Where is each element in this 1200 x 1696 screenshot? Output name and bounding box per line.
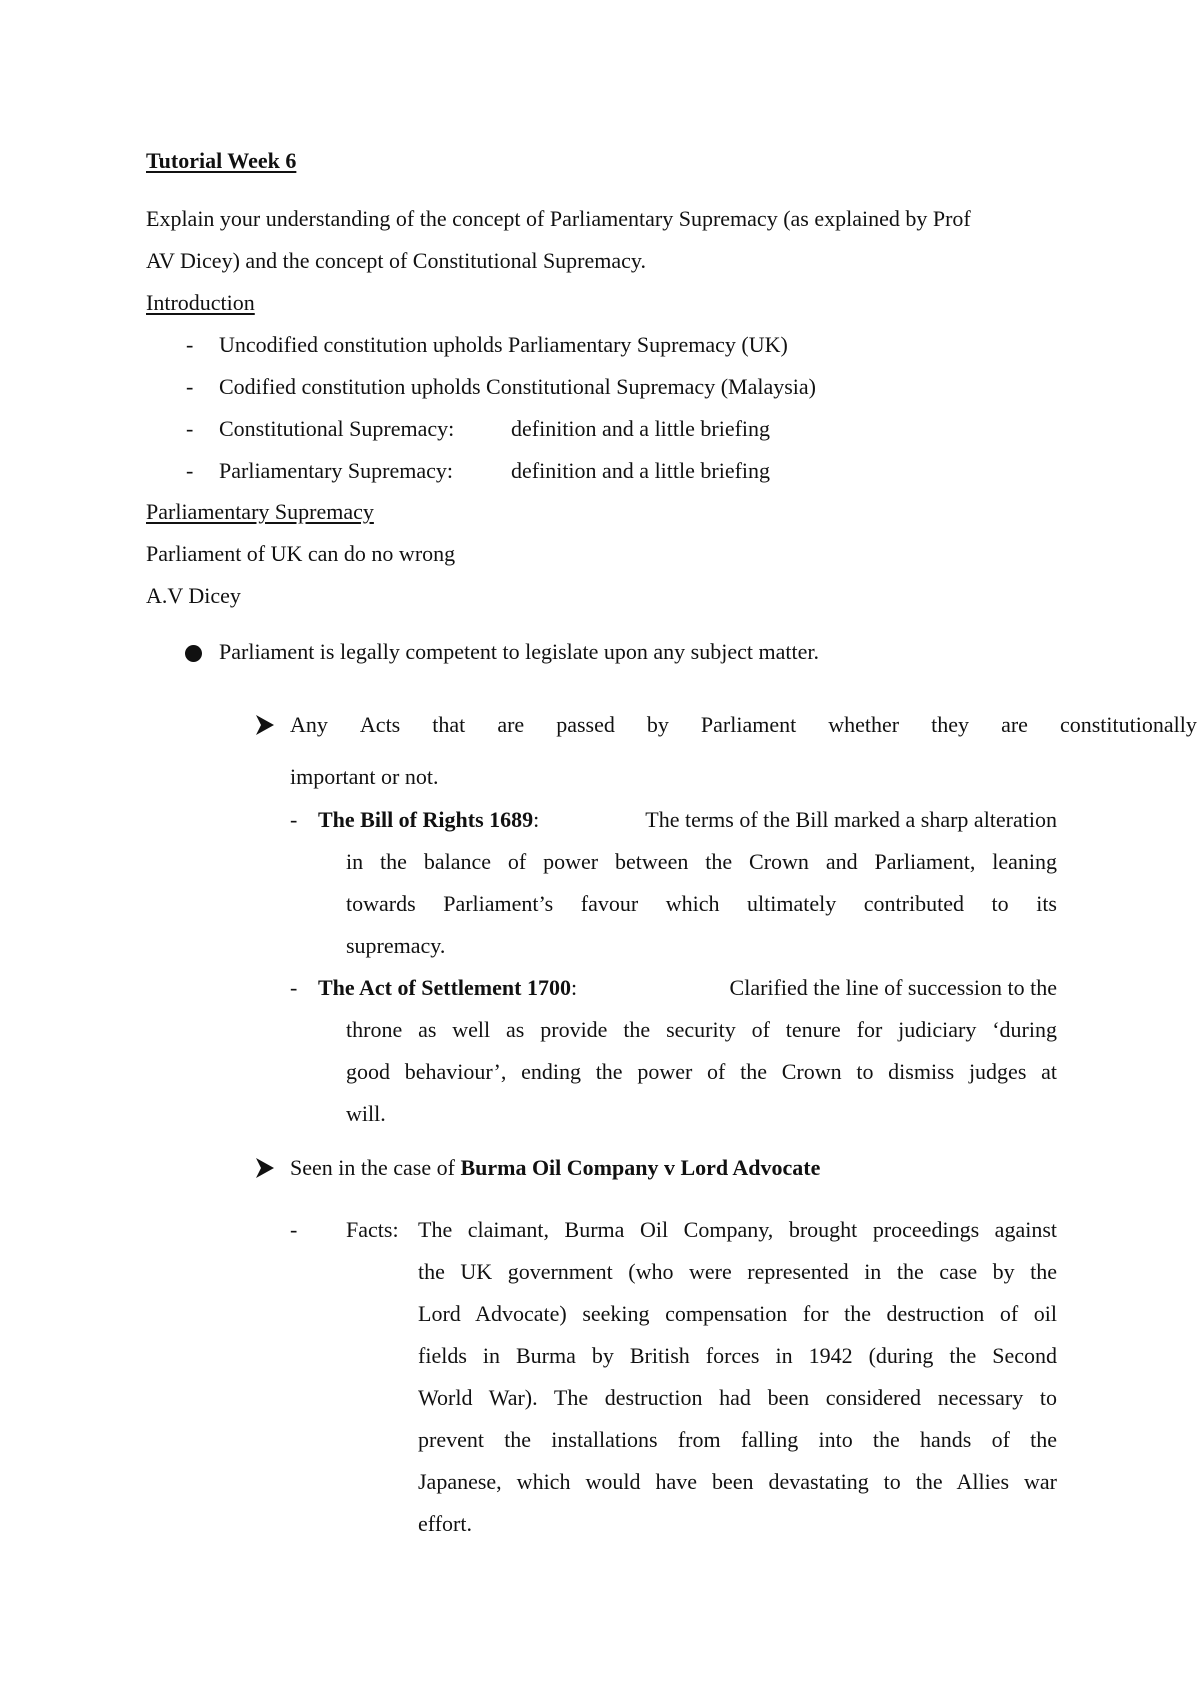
question-line-1: Explain your understanding of the concept of Parliamentary Supremacy (as explained by Prof xyxy=(146,206,971,231)
settlement-dash: - xyxy=(290,975,298,1000)
settlement-line-1 xyxy=(318,974,1057,1002)
arrowhead-bullet-icon xyxy=(254,713,276,737)
settlement-line-4: will. xyxy=(346,1101,386,1126)
acts-word: constitutionally xyxy=(1059,712,1197,737)
arrowhead-bullet-icon xyxy=(254,1156,276,1180)
bill-line-1-rest: The terms of the Bill marked a sharp alteration xyxy=(645,807,1057,832)
case-line xyxy=(290,1154,820,1182)
intro-item-3-label: Constitutional Supremacy: xyxy=(219,416,455,441)
intro-item-4-label: Parliamentary Supremacy: xyxy=(219,458,453,483)
facts-dash: - xyxy=(290,1217,298,1242)
settlement-name: The Act of Settlement 1700 xyxy=(318,975,571,1000)
bill-line-1 xyxy=(318,806,1057,834)
question-line-2: AV Dicey) and the concept of Constitutional Supremacy. xyxy=(146,248,646,273)
acts-word: Acts xyxy=(359,712,401,737)
settlement-colon: : xyxy=(570,975,578,1000)
settlement-line-3: good behaviour’, ending the power of the Crown to dismiss judges at xyxy=(346,1059,1057,1084)
acts-word: whether xyxy=(828,712,900,737)
introduction-heading: Introduction xyxy=(146,290,255,315)
facts-line-1: The claimant, Burma Oil Company, brought proceedings against xyxy=(418,1217,1057,1242)
bullet-1-text: Parliament is legally competent to legislate upon any subject matter. xyxy=(219,639,819,664)
settlement-line-2: throne as well as provide the security of tenure for judiciary ‘during xyxy=(346,1017,1057,1042)
parliamentary-supremacy-heading: Parliamentary Supremacy xyxy=(146,499,374,524)
acts-paragraph-line-1 xyxy=(290,711,1197,739)
acts-word: are xyxy=(497,712,525,737)
facts-line-6: prevent the installations from falling into the hands of the xyxy=(418,1427,1057,1452)
intro-item-1-dash: - xyxy=(186,332,194,357)
acts-word: passed xyxy=(556,712,615,737)
intro-item-4-dash: - xyxy=(186,458,194,483)
intro-item-3-dash: - xyxy=(186,416,194,441)
facts-label: Facts: xyxy=(346,1217,399,1242)
acts-word: Any xyxy=(290,712,328,737)
settlement-line-1-rest: Clarified the line of succession to the xyxy=(729,975,1057,1000)
facts-line-8: effort. xyxy=(418,1511,472,1536)
acts-word: that xyxy=(432,712,466,737)
intro-item-3-text: definition and a little briefing xyxy=(511,416,771,441)
bill-colon: : xyxy=(533,807,540,832)
case-intro: Seen in the case of xyxy=(290,1155,461,1180)
facts-line-7: Japanese, which would have been devastating to the Allies war xyxy=(418,1469,1057,1494)
intro-item-2-dash: - xyxy=(186,374,194,399)
intro-item-4-text: definition and a little briefing xyxy=(511,458,771,483)
case-name: Burma Oil Company v Lord Advocate xyxy=(460,1155,821,1180)
ps-line-2: A.V Dicey xyxy=(146,583,241,608)
bullet-dot-icon xyxy=(185,645,202,662)
intro-item-1: Uncodified constitution upholds Parliamentary Supremacy (UK) xyxy=(219,332,788,357)
page-title: Tutorial Week 6 xyxy=(146,148,297,173)
acts-word: Parliament xyxy=(700,712,797,737)
acts-word: by xyxy=(646,712,669,737)
bill-name: The Bill of Rights 1689 xyxy=(318,807,534,832)
bill-dash: - xyxy=(290,807,298,832)
facts-line-3: Lord Advocate) seeking compensation for the destruction of oil xyxy=(418,1301,1057,1326)
intro-item-2: Codified constitution upholds Constitutional Supremacy (Malaysia) xyxy=(219,374,816,399)
bill-line-3: towards Parliament’s favour which ultimately contributed to its xyxy=(346,891,1057,916)
bill-line-2: in the balance of power between the Crown and Parliament, leaning xyxy=(346,849,1057,874)
facts-line-4: fields in Burma by British forces in 1942 (during the Second xyxy=(418,1343,1057,1368)
bill-line-4: supremacy. xyxy=(346,933,446,958)
facts-line-5: World War). The destruction had been considered necessary to xyxy=(418,1385,1057,1410)
acts-word: are xyxy=(1001,712,1028,737)
acts-paragraph-line-2: important or not. xyxy=(290,764,439,789)
facts-line-2: the UK government (who were represented in the case by the xyxy=(418,1259,1057,1284)
acts-word: they xyxy=(931,712,970,737)
ps-line-1: Parliament of UK can do no wrong xyxy=(146,541,456,566)
